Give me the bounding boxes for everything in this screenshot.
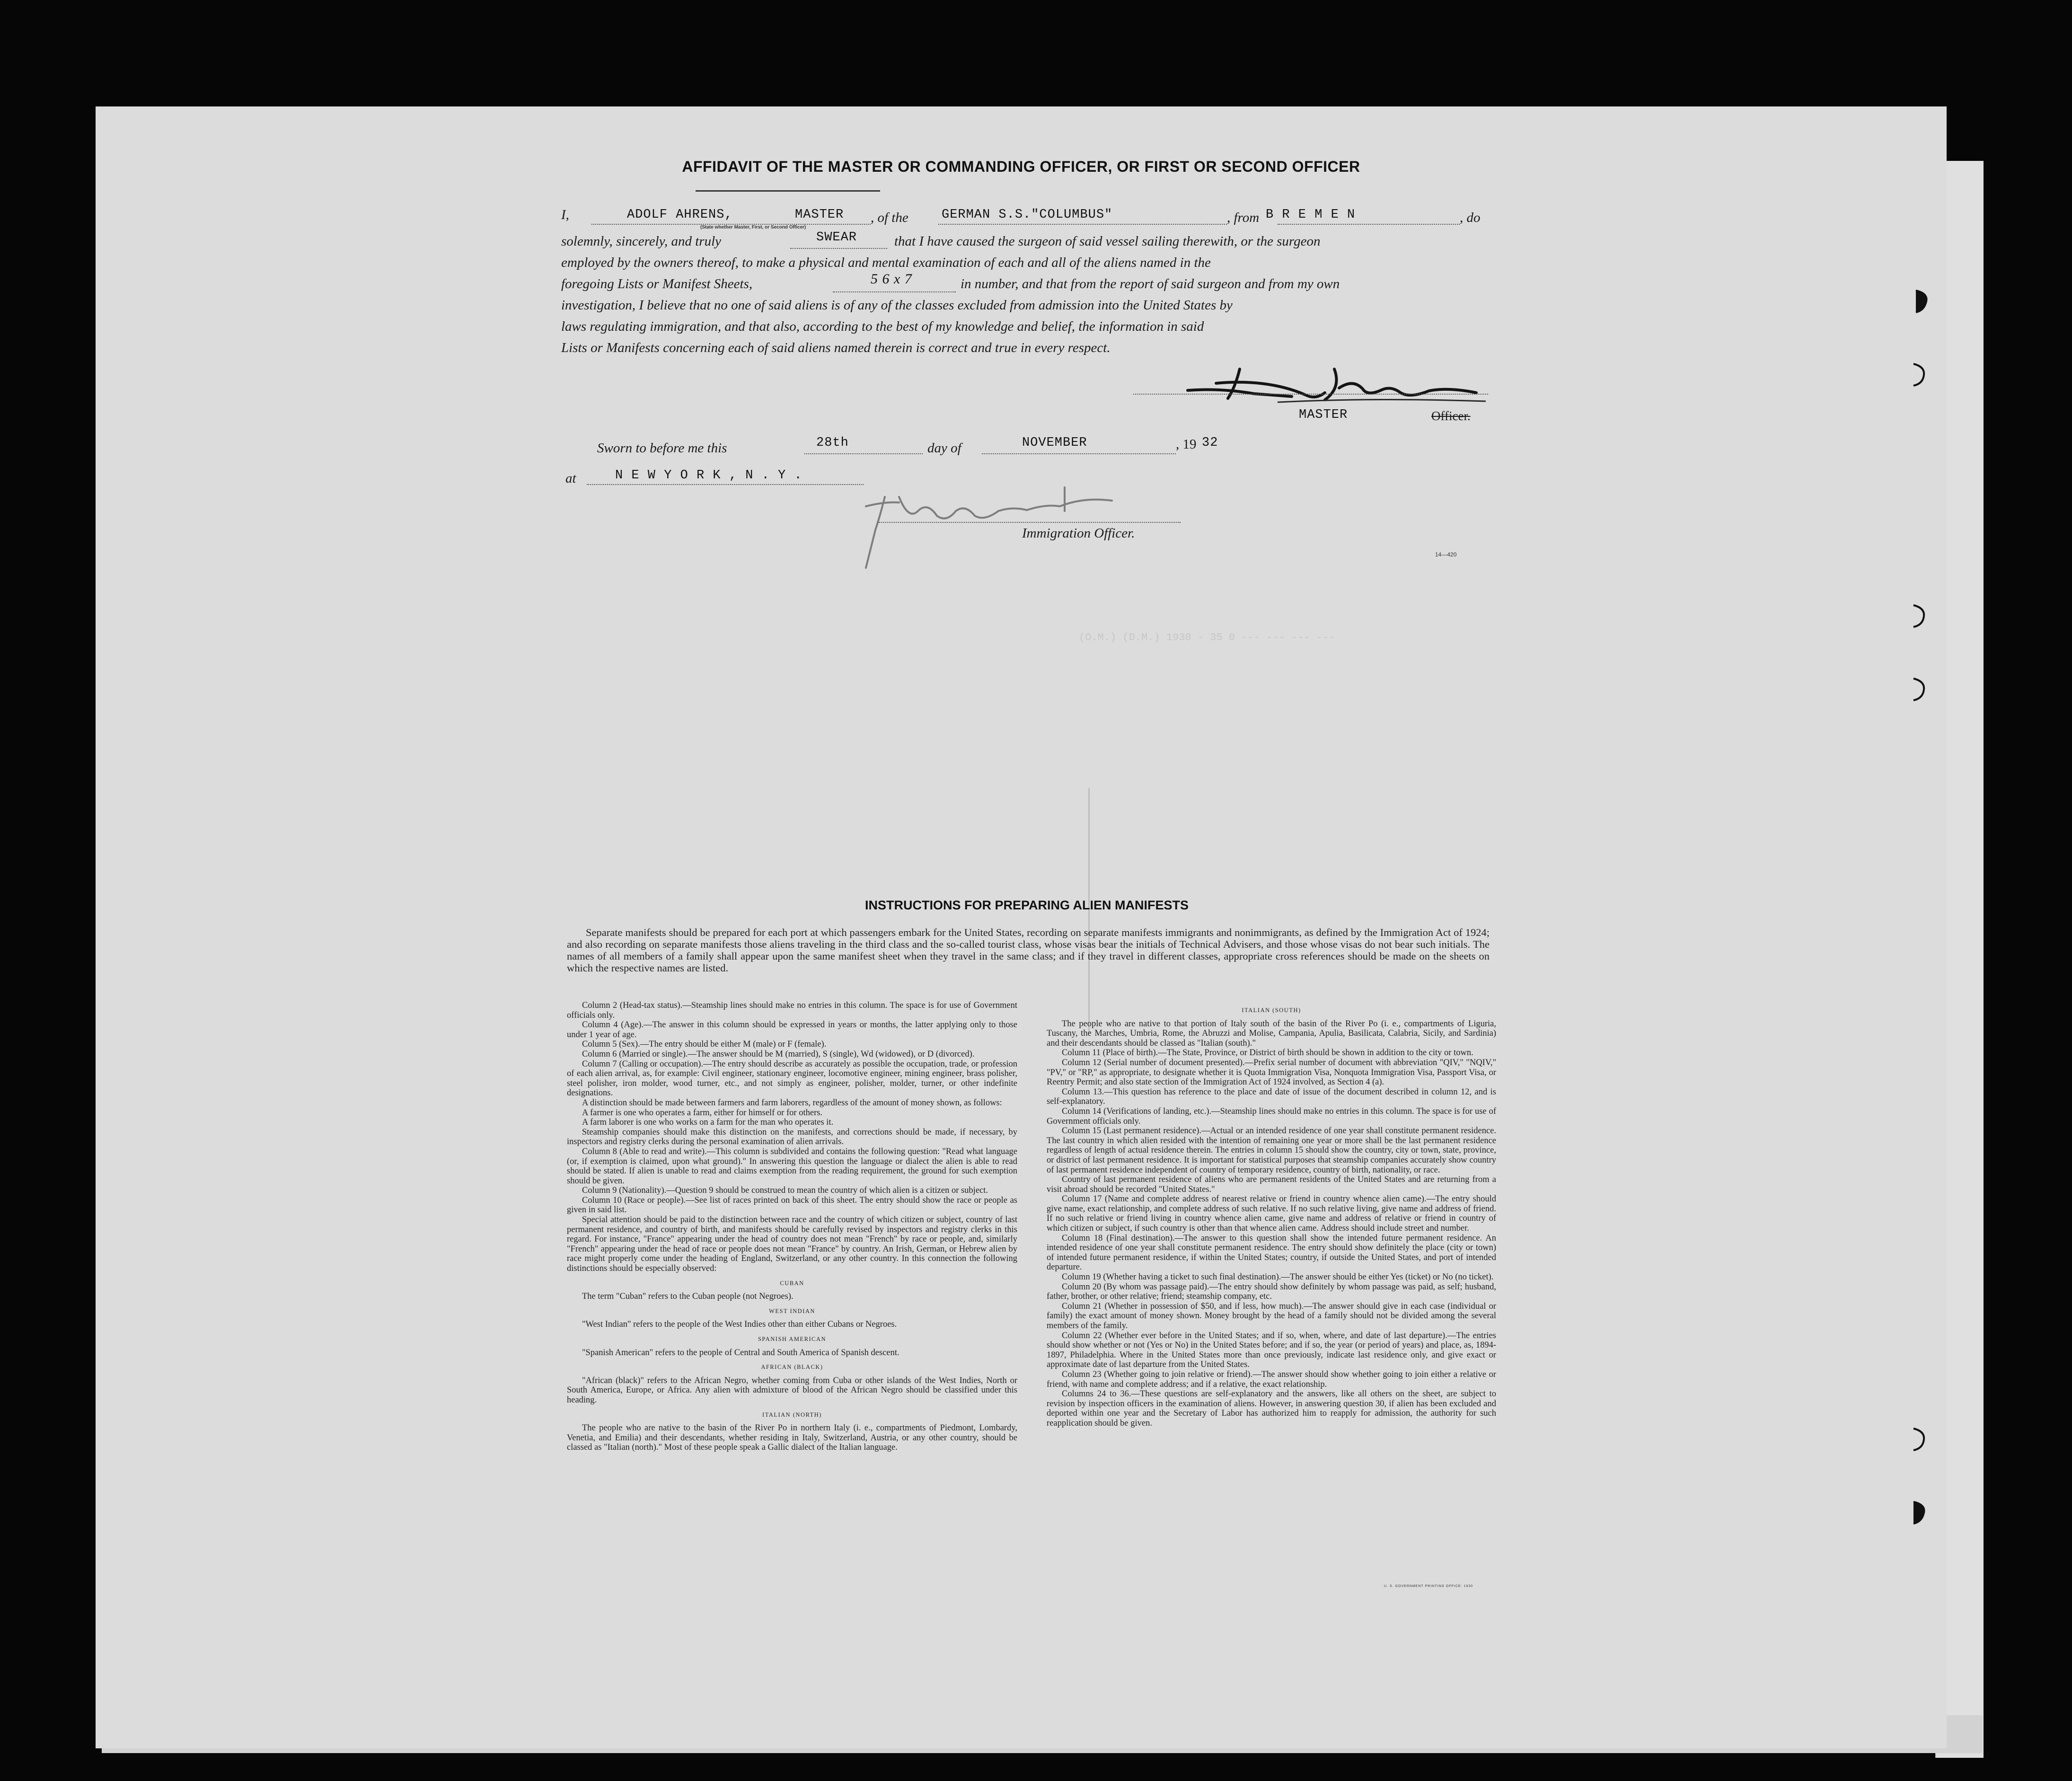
affidavit-i: I, [561,207,569,222]
master-rank: MASTER [795,208,844,222]
sworn-year: 32 [1202,436,1218,450]
section-heading: AFRICAN (BLACK) [761,1364,823,1371]
instruction-paragraph: Column 8 (Able to read and write).—This column is subdivided and contains the following question: "Read what language (or, if exemption is claimed, upon what ground)." In answering this question the language or dialect the alien is able to read should be stated. If alien is unable to read and claims exemption from the reading requirement, the ground for such exemption should be given. [567,1146,1017,1186]
signature-rule [1133,394,1488,395]
instruction-paragraph: The term "Cuban" refers to the Cuban people (not Negroes). [582,1292,794,1302]
instruction-paragraph: Column 11 (Place of birth).—The State, Province, or District of birth should be shown in addition to the city or town. [1062,1048,1473,1058]
binder-hole-icon [1914,289,1928,314]
instruction-paragraph: Column 10 (Race or people).—See list of races printed on back of this sheet. The entry should show the race or people as given in said list. [567,1195,1017,1215]
binder-hole-icon [1912,603,1926,629]
instruction-paragraph: Column 6 (Married or single).—The answer should be M (married), S (single), Wd (widowed), or D (divorced). [582,1049,975,1059]
binder-hole-icon [1912,362,1926,388]
instruction-paragraph: A farm laborer is one who works on a farm for the man who operates it. [582,1118,834,1128]
instructions-left-column [567,1001,1017,1453]
affidavit-line-6: laws regulating immigration, and that also, according to the best of my knowledge and belief, the information in said [561,319,1204,334]
instructions-intro [567,926,1490,974]
ship-name: GERMAN S.S."COLUMBUS" [942,208,1113,222]
instruction-paragraph: Columns 24 to 36.—These questions are self-explanatory and the answers, like all others on the sheet, are subject to revision by inspection officers in the examination of aliens. However, in answering question 30, if alien has been excluded and deported within one year and the Secretary of Labor has authorized him to reapply for admission, the authority for such reapplication should be given. [1047,1389,1496,1428]
instruction-paragraph: "West Indian" refers to the people of the West Indies other than either Cubans or Negroes. [582,1320,897,1330]
affidavit-line-7: Lists or Manifests concerning each of said aliens named therein is correct and true in every respect. [561,340,1111,355]
sworn-day: 28th [816,436,849,450]
instruction-paragraph: Column 7 (Calling or occupation).—The entry should describe as accurately as possible the occupation, trade, or profession of each alien arrival, as, for example: Civil engineer, stationary engineer, locomotive engineer, mining engineer, brass polisher, steel polisher, iron molder, wood turner, etc., and not simply as engineer, polisher, molder, turner, or other indefinite designations. [567,1059,1017,1098]
sworn-month: NOVEMBER [1022,436,1087,450]
instruction-paragraph: Column 18 (Final destination).—The answer to this question shall show the intended future permanent residence. An intended residence of one year shall constitute permanent residence. The entry should show definitely the place (city or town) of intended future permanent residence, if within the United States; country, if outside the United States, and port of intended departure. [1047,1233,1496,1272]
instruction-paragraph: Column 21 (Whether in possession of $50, and if less, how much).—The answer should give in each case (individual or family) the exact amount of money shown. Money brought by the head of a family should not be divided among the several members of the family. [1047,1301,1496,1331]
printing-office-note: U. S. GOVERNMENT PRINTING OFFICE: 1930 [1384,1585,1473,1588]
solemnly-text: solemnly, sincerely, and truly [561,234,722,249]
signer-title: MASTER [1299,408,1348,422]
instruction-paragraph: A farmer is one who operates a farm, either for himself or for others. [582,1108,823,1118]
binder-hole-icon [1912,1500,1926,1525]
instruction-paragraph: A distinction should be made between farmers and farm laborers, regardless of the amount of money shown, as follows: [582,1098,1002,1108]
instruction-paragraph: The people who are native to the basin of the River Po in northern Italy (i. e., compartments of Piedmont, Lombardy, Venetia, and Emilia) and their descendants, whether residing in Italy, Switzerland, Austria, or any other country, should be classed as "Italian (north)." Most of these people speak a Gallic dialect of the Italian language. [567,1423,1017,1453]
section-heading: ITALIAN (SOUTH) [1242,1007,1301,1014]
number-text: in number, and that from the report of said surgeon and from my own [961,276,1340,291]
surgeon-text: that I have caused the surgeon of said vessel sailing therewith, or the surgeon [894,234,1321,249]
master-name: ADOLF AHRENS, [627,208,733,222]
title-rule [696,190,880,192]
do-label: , do [1460,210,1481,225]
instruction-paragraph: Special attention should be paid to the distinction between race and the country of which citizen or subject, country of last permanent residence, and country of birth, and manifests should be carefully revised by inspectors and registry clerks in this regard. For instance, "France" appearing under the head of country does not mean "French" by race or people, and, similarly "French" appearing under the head of race or people does not mean "France" by country. An Irish, German, or Hebrew alien by race might properly come under the heading of England, Switzerland, or any other country. In this connection the following distinctions should be especially observed: [567,1215,1017,1274]
section-heading: WEST INDIAN [769,1307,815,1314]
affidavit-line-3: employed by the owners thereof, to make a physical and mental examination of each and all of the aliens named in the [561,255,1211,270]
instruction-paragraph: Column 5 (Sex).—The entry should be either M (male) or F (female). [582,1040,827,1049]
instructions-right-column [1047,1001,1496,1428]
departure-port: B R E M E N [1266,208,1356,222]
intro-paragraph: Separate manifests should be prepared for each port at which passengers embark for the United States, recording on separate manifests immigrants and nonimmigrants, as defined by the Immigration Act of 1924; and also recording on separate manifests those aliens traveling in the third class and the so-called tourist class, whose visas bear the initials of Technical Advisers, and those whose visas do not bear such initials. The names of all members of a family shall appear upon the same manifest sheet when they travel in the same class; and if they travel in different classes, appropriate cross references should be made on the sheets on which the respective names are listed. [567,926,1490,974]
from-label: , from [1227,210,1260,225]
instruction-paragraph: Column 13.—This question has reference to the place and date of issue of the document described in column 12, and is self-explanatory. [1047,1087,1496,1107]
day-of-label: day of [927,441,961,456]
at-label: at [565,471,576,486]
rank-caption: (State whether Master, First, or Second Officer) [700,225,806,230]
instruction-paragraph: Column 19 (Whether having a ticket to such final destination).—The answer should be either Yes (ticket) or No (no ticket). [1062,1272,1494,1282]
instruction-paragraph: Column 4 (Age).—The answer in this column should be expressed in years or months, the latter applying only to those under 1 year of age. [567,1020,1017,1040]
instruction-paragraph: Column 15 (Last permanent residence).—Actual or an intended residence of one year shall constitute permanent residence. The last country in which alien resided with the intention of remaining one year or more shall be the last permanent residence regardless of length of actual residence therein. The entries in column 15 should show the country, city or town, state, province, or district of last permanent residence. It is important for statistical purposes that steamship companies accurately show country of last permanent residence independent of country of temporary residence, country of birth, nationality, or race. [1047,1126,1496,1175]
instruction-paragraph: Column 22 (Whether ever before in the United States; and if so, when, where, and date of last departure).—The entries should show whether or not (Yes or No) in the United States before; and if so, the year (or period of years) and place, as, 1894-1897, Philadelphia. Where in the United States more than once previously, indicate last residence only, and give exact or approximate date of last departure from the United States. [1047,1331,1496,1370]
master-signature [1183,360,1495,412]
instruction-paragraph: "Spanish American" refers to the people of Central and South America of Spanish descent. [582,1348,899,1358]
officer-signature-rule [878,522,1181,523]
section-heading: ITALIAN (NORTH) [762,1411,822,1418]
year-prefix: , 19 [1176,437,1197,452]
oath-word: SWEAR [816,230,857,245]
instructions-title: INSTRUCTIONS FOR PREPARING ALIEN MANIFESTS [864,898,1189,912]
instruction-paragraph: Column 2 (Head-tax status).—Steamship lines should make no entries in this column. The space is for use of Government officials only. [567,1001,1017,1020]
faded-print-line: (O.M.) (D.M.) 1930 - 35 0 --- --- --- --- [1079,632,1335,644]
instruction-paragraph: Column 9 (Nationality).—Question 9 should be construed to mean the country of which alien is a citizen or subject. [582,1186,988,1196]
section-heading: SPANISH AMERICAN [758,1336,827,1342]
instruction-paragraph: "African (black)" refers to the African Negro, whether coming from Cuba or other islands of the West Indies, North or South America, Europe, or Africa. Any alien with admixture of blood of the African Negro should be classified under this heading. [567,1375,1017,1405]
section-heading: CUBAN [780,1279,804,1287]
instruction-paragraph: Column 23 (Whether going to join relative or friend).—The answer should show whether going to join either a relative or friend, with name and complete address; and if a relative, the exact relationship. [1047,1369,1496,1389]
instruction-paragraph: Column 17 (Name and complete address of nearest relative or friend in country whence alien came).—The entry should give name, exact relationship, and complete address of such relative. If no such relative living, give name and address of friend. If no such relative or friend living in country whence alien came, give name and address of relative or friend in country of which citizen or subject, if such country is other than that whence alien came. Address should include street and number. [1047,1194,1496,1234]
sworn-place: N E W Y O R K , N . Y . [615,468,802,483]
instruction-paragraph: Steamship companies should make this distinction on the manifests, and corrections should be made, if necessary, by inspectors and registry clerks during the personal examination of alien arrivals. [567,1127,1017,1147]
of-the-label: , of the [871,210,908,225]
foregoing-text: foregoing Lists or Manifest Sheets, [561,276,753,291]
form-number: 14—420 [1435,551,1457,558]
sheet-count: 5 6 x 7 [871,271,912,287]
instruction-paragraph: Column 20 (By whom was passage paid).—The entry should show definitely by whom passage was paid, as self; husband, father, brother, or other relative; friend; steamship company, etc. [1047,1282,1496,1302]
signer-officer-struck: Officer. [1431,409,1471,423]
binder-hole-icon [1912,1427,1926,1452]
instruction-paragraph: Column 14 (Verifications of landing, etc.).—Steamship lines should make no entries in this column. The space is for use of Government officials only. [1047,1106,1496,1126]
instruction-paragraph: Country of last permanent residence of aliens who are permanent residents of the United States and are returning from a visit abroad should be recorded "United States." [1047,1175,1496,1194]
affidavit-line-5: investigation, I believe that no one of said aliens is of any of the classes excluded from admission into the United States by [561,298,1233,313]
instruction-paragraph: Column 12 (Serial number of document presented).—Prefix serial number of document with abbreviation "QIV," "NQIV," "PV," or "RP," as appropriate, to designate whether it is Quota Immigration Visa, Nonquota Immigration Visa, Passport Visa, or Reentry Permit; and also state section of the Immigration Act of 1924 involved, as Section 4 (a). [1047,1058,1496,1087]
instruction-paragraph: The people who are native to that portion of Italy south of the basin of the River Po (i. e., compartments of Liguria, Tuscany, the Marches, Umbria, Rome, the Abruzzi and Molise, Campania, Apulia, Basilicata, Calabria, Sicily, and Sardinia) and their descendants should be classed as "Italian (south)." [1047,1019,1496,1048]
immigration-officer-title: Immigration Officer. [1022,526,1135,541]
sworn-text: Sworn to before me this [597,441,727,456]
binder-hole-icon [1912,677,1926,702]
affidavit-title: AFFIDAVIT OF THE MASTER OR COMMANDING OFFICER, OR FIRST OR SECOND OFFICER [682,158,1360,175]
